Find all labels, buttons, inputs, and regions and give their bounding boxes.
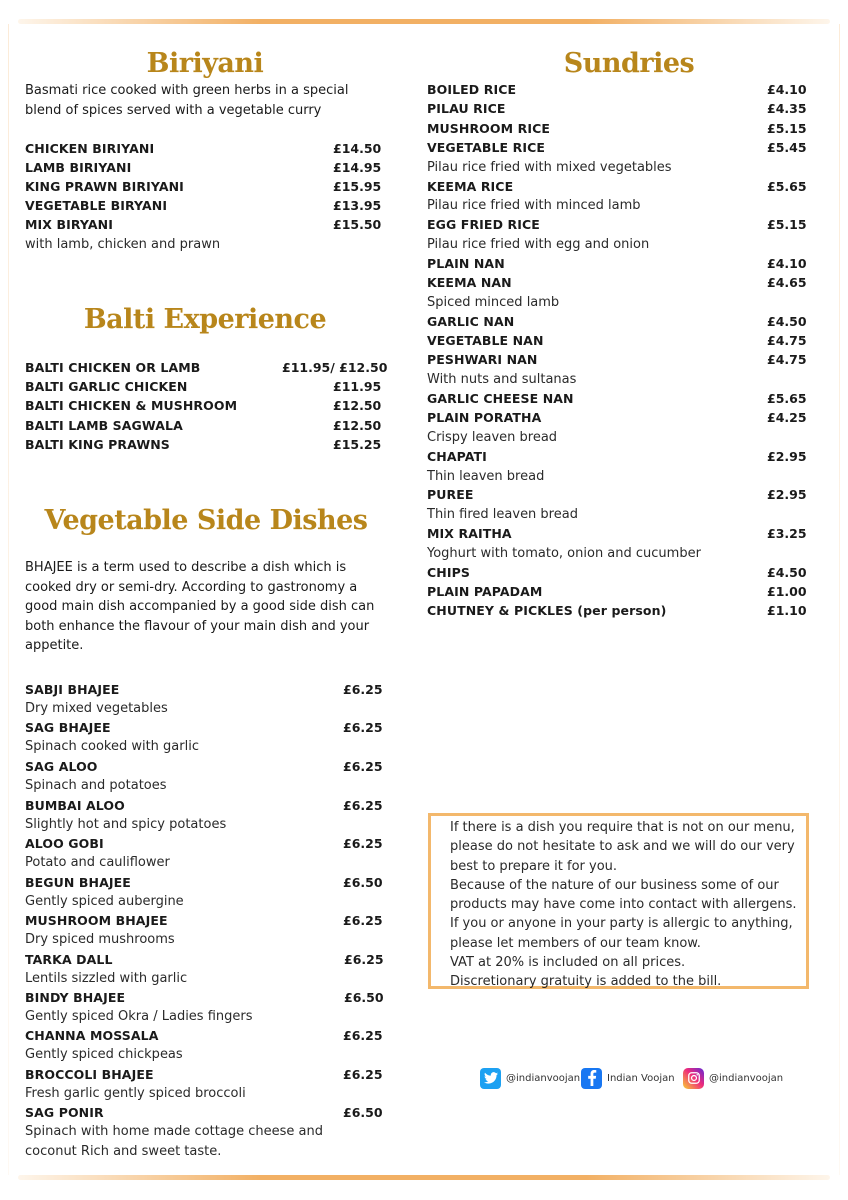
instagram-icon [683,1068,704,1089]
bottom-border [18,1175,830,1180]
item-description: Fresh garlic gently spiced broccoli [25,1086,246,1101]
item-name: BALTI LAMB SAGWALA [25,418,183,433]
item-price: £5.45 [767,139,807,155]
item-name: GARLIC CHEESE NAN [427,390,574,406]
biriyani-description [25,81,385,121]
veg-description [25,558,395,656]
item-name: BROCCOLI BHAJEE [25,1067,154,1082]
item-description: Pilau rice fried with minced lamb [427,198,641,214]
item-name: BALTI CHICKEN & MUSHROOM [25,398,238,413]
item-name: PLAIN PAPADAM [427,583,543,599]
item-price: £14.50 [333,141,382,156]
veg-desc-line: BHAJEE is a term used to describe a dish which is [25,560,347,575]
info-line: best to prepare it for you. [450,858,618,874]
item-name: EGG FRIED RICE [427,217,540,233]
veg-heading: Vegetable Side Dishes [44,505,368,536]
item-description: with lamb, chicken and prawn [25,237,221,252]
item-name: BUMBAI ALOO [25,798,125,813]
item-price: £6.50 [343,875,383,890]
item-name: BALTI GARLIC CHICKEN [25,379,188,394]
item-name: SABJI BHAJEE [25,682,120,697]
veg-desc-line: both enhance the flavour of your main dish and your [25,618,370,634]
info-line: If there is a dish you require that is not on our menu, [450,820,795,835]
left-border [8,24,9,1175]
item-price: £12.50 [333,398,382,413]
item-price: £2.95 [767,448,807,464]
item-name: TARKA DALL [25,952,113,967]
info-line: If you or anyone in your party is allergic to anything, [450,916,793,932]
item-name: KING PRAWN BIRIYANI [25,179,184,194]
item-description: coconut Rich and sweet taste. [25,1144,222,1159]
item-price: £4.50 [767,313,807,329]
item-name: BALTI KING PRAWNS [25,437,170,452]
item-description: Dry spiced mushrooms [25,932,175,947]
biriyani-desc-line: blend of spices served with a vegetable curry [25,103,322,118]
item-description: Lentils sizzled with garlic [25,971,188,986]
item-price: £6.25 [343,1028,383,1043]
item-name: CHICKEN BIRIYANI [25,141,155,156]
item-price: £6.25 [343,759,383,774]
instagram-handle: @indianvoojan [709,1072,784,1084]
item-price: £6.25 [343,798,383,813]
biriyani-heading: Biriyani [146,48,264,79]
biriyani-desc-line: Basmati rice cooked with green herbs in a special [25,83,349,98]
item-name: CHAPATI [427,448,487,464]
item-description: Dry mixed vegetables [25,701,168,716]
top-border [18,19,830,24]
info-line: products may have come into contact with allergens. [450,897,797,913]
social-facebook[interactable] [581,1067,675,1089]
item-price: £5.15 [767,120,807,136]
item-name: PLAIN PORATHA [427,410,542,426]
info-line: please let members of our team know. [450,935,701,951]
item-description: With nuts and sultanas [427,372,577,387]
item-price: £6.25 [343,1067,383,1082]
item-price: £4.25 [767,410,807,426]
info-line: Discretionary gratuity is added to the bill. [450,974,722,990]
item-description: Thin leaven bread [427,468,545,484]
item-description: Pilau rice fried with egg and onion [427,236,650,252]
item-price: £4.10 [767,82,807,97]
item-name: SAG ALOO [25,759,98,774]
item-price: £13.95 [333,198,382,213]
sundries-heading: Sundries [563,48,695,79]
item-description: Spiced minced lamb [427,294,560,310]
item-name: KEEMA NAN [427,275,512,290]
item-description: Thin fired leaven bread [427,507,578,523]
item-price: £5.15 [767,217,807,233]
twitter-handle: @indianvoojan [506,1072,581,1084]
item-price: £6.25 [343,720,383,735]
item-name: VEGETABLE BIRYANI [25,198,168,213]
item-price: £6.25 [343,913,383,928]
item-name: PUREE [427,487,474,503]
item-name: PESHWARI NAN [427,352,538,368]
item-price: £6.25 [344,952,384,967]
item-description: Gently spiced chickpeas [25,1047,183,1062]
veg-desc-line: good main dish accompanied by a good side dish can [25,599,375,614]
item-price: £4.35 [767,101,807,117]
item-description: Spinach cooked with garlic [25,739,199,754]
item-name: MUSHROOM RICE [427,120,551,136]
item-name: MUSHROOM BHAJEE [25,913,168,928]
item-description: Crispy leaven bread [427,429,558,445]
info-line: Because of the nature of our business some of our [450,877,779,893]
item-price: £6.25 [343,836,383,851]
item-description: Yoghurt with tomato, onion and cucumber [427,545,701,561]
veg-desc-line: cooked dry or semi-dry. According to gastronomy a [25,579,358,595]
item-name: BEGUN BHAJEE [25,875,131,890]
right-border [839,24,840,1175]
item-price: £4.50 [767,564,807,580]
item-price: £15.25 [333,437,382,452]
item-description: Spinach and potatoes [25,778,167,793]
item-price: £15.50 [333,217,382,232]
item-description: Spinach with home made cottage cheese and [25,1124,323,1139]
balti-heading: Balti Experience [83,304,327,335]
item-name: GARLIC NAN [427,313,515,329]
item-price: £6.50 [344,990,384,1005]
item-price: £4.75 [767,352,807,368]
item-description: Slightly hot and spicy potatoes [25,817,227,832]
info-line: VAT at 20% is included on all prices. [450,955,686,971]
item-name: CHIPS [427,564,470,580]
item-price: £6.50 [343,1105,383,1120]
item-name: BINDY BHAJEE [25,990,126,1005]
item-name: MIX RAITHA [427,525,512,541]
item-name: PLAIN NAN [427,255,505,271]
item-price: £15.95 [333,179,382,194]
item-price: £12.50 [333,418,382,433]
item-name: SAG PONIR [25,1105,104,1120]
allergen-info-box [428,813,809,989]
item-description: Gently spiced aubergine [25,894,184,909]
item-name: PILAU RICE [427,101,506,117]
item-description: Gently spiced Okra / Ladies fingers [25,1009,253,1024]
item-name: ALOO GOBI [25,836,104,851]
item-price: £1.10 [767,603,807,619]
item-price: £4.65 [767,275,807,290]
item-price: £6.25 [343,682,383,697]
item-price: £5.65 [767,390,807,406]
item-name: LAMB BIRIYANI [25,160,132,175]
item-description: Potato and cauliflower [25,855,170,870]
item-name: VEGETABLE RICE [427,139,546,155]
item-price: £11.95 [333,379,382,394]
social-twitter[interactable] [480,1067,580,1089]
item-description: Pilau rice fried with mixed vegetables [427,159,672,175]
item-name: CHUTNEY & PICKLES (per person) [427,603,667,619]
veg-desc-line: appetite. [25,638,84,653]
item-price: £2.95 [767,487,807,503]
item-price: £11.95/ £12.50 [282,360,388,375]
facebook-page: Indian Voojan [607,1072,675,1084]
item-price: £4.10 [767,255,807,271]
item-price: £5.65 [767,178,807,194]
item-name: VEGETABLE NAN [427,332,544,348]
item-name: SAG BHAJEE [25,720,111,735]
item-price: £14.95 [333,160,382,175]
social-instagram[interactable] [683,1067,783,1089]
twitter-icon [480,1068,501,1089]
item-name: BOILED RICE [427,82,517,97]
item-name: MIX BIRYANI [25,217,113,232]
item-price: £3.25 [767,525,807,541]
item-price: £1.00 [767,583,807,599]
facebook-icon [581,1068,602,1089]
item-name: KEEMA RICE [427,178,514,194]
info-line: please do not hesitate to ask and we will do our very [450,839,795,855]
item-price: £4.75 [767,332,807,348]
item-name: BALTI CHICKEN OR LAMB [25,360,201,375]
item-name: CHANNA MOSSALA [25,1028,159,1043]
